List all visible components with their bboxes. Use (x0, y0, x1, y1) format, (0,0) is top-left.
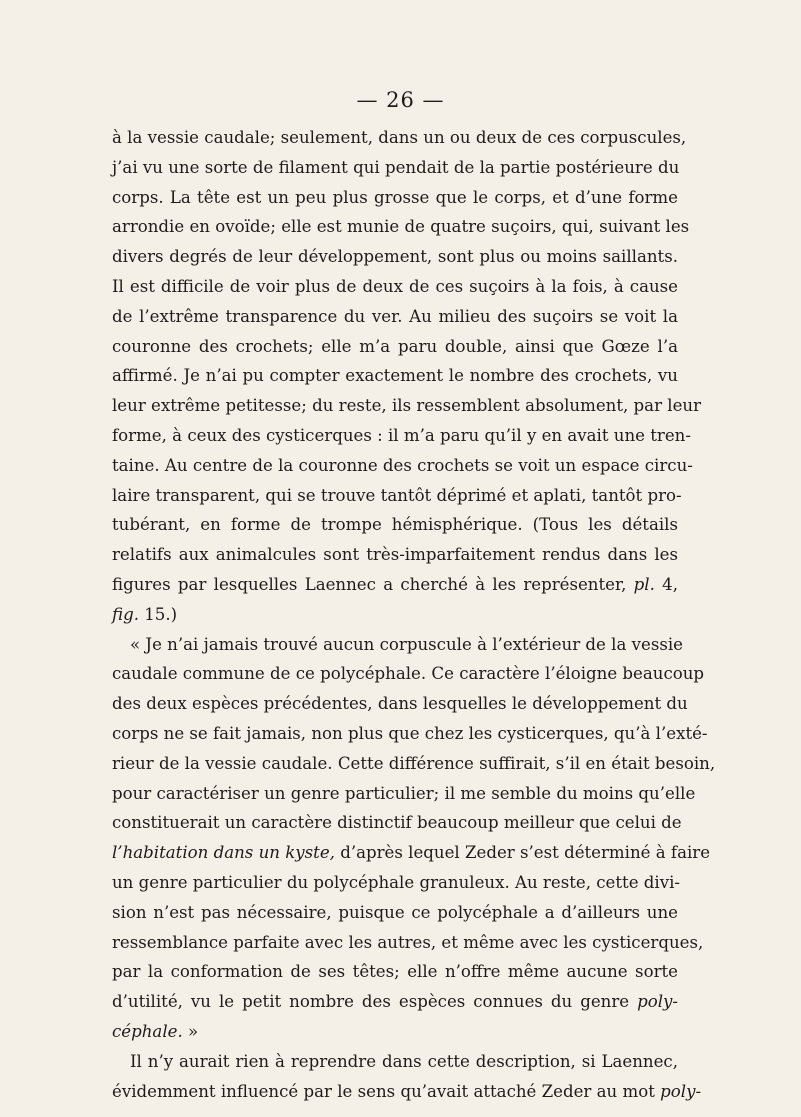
text-segment: couronne des crochets; elle m’a paru double, ainsi que Gœze l’a (112, 336, 678, 356)
page-number: — 26 — (356, 88, 445, 112)
text-line (112, 749, 716, 779)
text-segment: arrondie en ovoïde; elle est munie de quatre suçoirs, qui, suivant les (112, 217, 690, 237)
text-segment: sion n’est pas nécessaire, puisque ce polycéphale a d’ailleurs une (112, 902, 678, 922)
text-line (112, 1017, 678, 1047)
text-segment: » (182, 1021, 199, 1041)
text-segment: 15.) (138, 604, 178, 624)
text-line (112, 421, 691, 451)
text-line (112, 451, 693, 481)
text-segment: constituerait un caractère distinctif beaucoup meilleur que celui de (112, 813, 682, 833)
text-line (112, 898, 678, 928)
text-line (112, 868, 681, 898)
text-line (112, 212, 690, 242)
italic-segment: poly- (660, 1081, 702, 1101)
text-line (112, 1077, 702, 1107)
text-segment: par la conformation de ses têtes; elle n’offre même aucune sorte (112, 962, 678, 982)
text-line (112, 242, 678, 272)
text-line (112, 570, 678, 600)
text-segment: Il est difficile de voir plus de deux de ces suçoirs à la fois, à cause (112, 276, 678, 296)
text-segment: laire transparent, qui se trouve tantôt déprimé et aplati, tantôt pro- (112, 485, 682, 505)
text-segment: figures par lesquelles Laennec a cherché à les représenter, (112, 574, 634, 594)
italic-segment: pl. (633, 574, 655, 594)
text-segment: corps ne se fait jamais, non plus que chez les cysticerques, qu’à l’exté- (112, 723, 708, 743)
text-segment: de l’extrême transparence du ver. Au milieu des suçoirs se voit la (112, 306, 678, 326)
text-line (112, 391, 702, 421)
text-segment: caudale commune de ce polycéphale. Ce caractère l’éloigne beaucoup (112, 664, 705, 684)
text-line (112, 332, 678, 362)
text-line (112, 1047, 678, 1077)
text-line (112, 481, 682, 511)
text-segment: taine. Au centre de la couronne des crochets se voit un espace circu- (112, 455, 693, 475)
text-segment: des deux espèces précédentes, dans lesquelles le développement du (112, 694, 688, 714)
body-text (112, 123, 716, 1106)
text-segment: relatifs aux animalcules sont très-imparfaitement rendus dans les (112, 545, 678, 565)
text-segment: évidemment influencé par le sens qu’avait attaché Zeder au mot (112, 1081, 661, 1101)
text-line (112, 272, 678, 302)
text-segment: tubérant, en forme de trompe hémisphérique. (Tous les détails (112, 515, 678, 535)
text-line (112, 510, 678, 540)
text-line (112, 808, 682, 838)
text-segment: divers degrés de leur développement, sont plus ou moins saillants. (112, 247, 678, 267)
text-line (112, 719, 708, 749)
text-segment: « Je n’ai jamais trouvé aucun corpuscule à l’extérieur de la vessie (130, 634, 683, 654)
text-line (112, 689, 688, 719)
text-line (112, 600, 678, 630)
italic-segment: fig. (112, 604, 139, 624)
text-line (112, 302, 678, 332)
text-line (112, 183, 678, 213)
italic-segment: poly- (637, 992, 678, 1012)
text-line (112, 630, 683, 660)
text-segment: d’utilité, vu le petit nombre des espèces connues du genre (112, 992, 638, 1012)
italic-segment: l’habitation dans un kyste, (112, 843, 335, 863)
text-line (112, 361, 678, 391)
text-line (112, 123, 687, 153)
text-segment: Il n’y aurait rien à reprendre dans cette description, si Laennec, (130, 1051, 678, 1071)
text-segment: leur extrême petitesse; du reste, ils ressemblent absolument, par leur (112, 396, 702, 416)
text-segment: rieur de la vessie caudale. Cette différence suffirait, s’il en était besoin, (112, 753, 716, 773)
text-segment: un genre particulier du polycéphale granuleux. Au reste, cette divi- (112, 872, 681, 892)
text-segment: j’ai vu une sorte de filament qui pendait de la partie postérieure du (112, 157, 680, 177)
text-line (112, 153, 678, 183)
text-line (112, 779, 696, 809)
text-line (112, 838, 711, 868)
text-line (112, 928, 704, 958)
text-line (112, 659, 705, 689)
italic-segment: céphale. (112, 1021, 183, 1041)
text-segment: forme, à ceux des cysticerques : il m’a paru qu’il y en avait une tren- (112, 425, 691, 445)
text-segment: à la vessie caudale; seulement, dans un ou deux de ces corpuscules, (112, 128, 687, 147)
text-line (112, 540, 678, 570)
text-segment: corps. La tête est un peu plus grosse que le corps, et d’une forme (112, 187, 678, 207)
text-line (112, 987, 678, 1017)
text-segment: pour caractériser un genre particulier; il me semble du moins qu’elle (112, 783, 696, 803)
text-segment: ressemblance parfaite avec les autres, et même avec les cysticerques, (112, 932, 704, 952)
text-segment: affirmé. Je n’ai pu compter exactement le nombre des crochets, vu (112, 366, 678, 386)
text-line (112, 957, 678, 987)
text-segment: d’après lequel Zeder s’est déterminé à faire (334, 843, 711, 863)
text-segment: 4, (654, 574, 678, 594)
